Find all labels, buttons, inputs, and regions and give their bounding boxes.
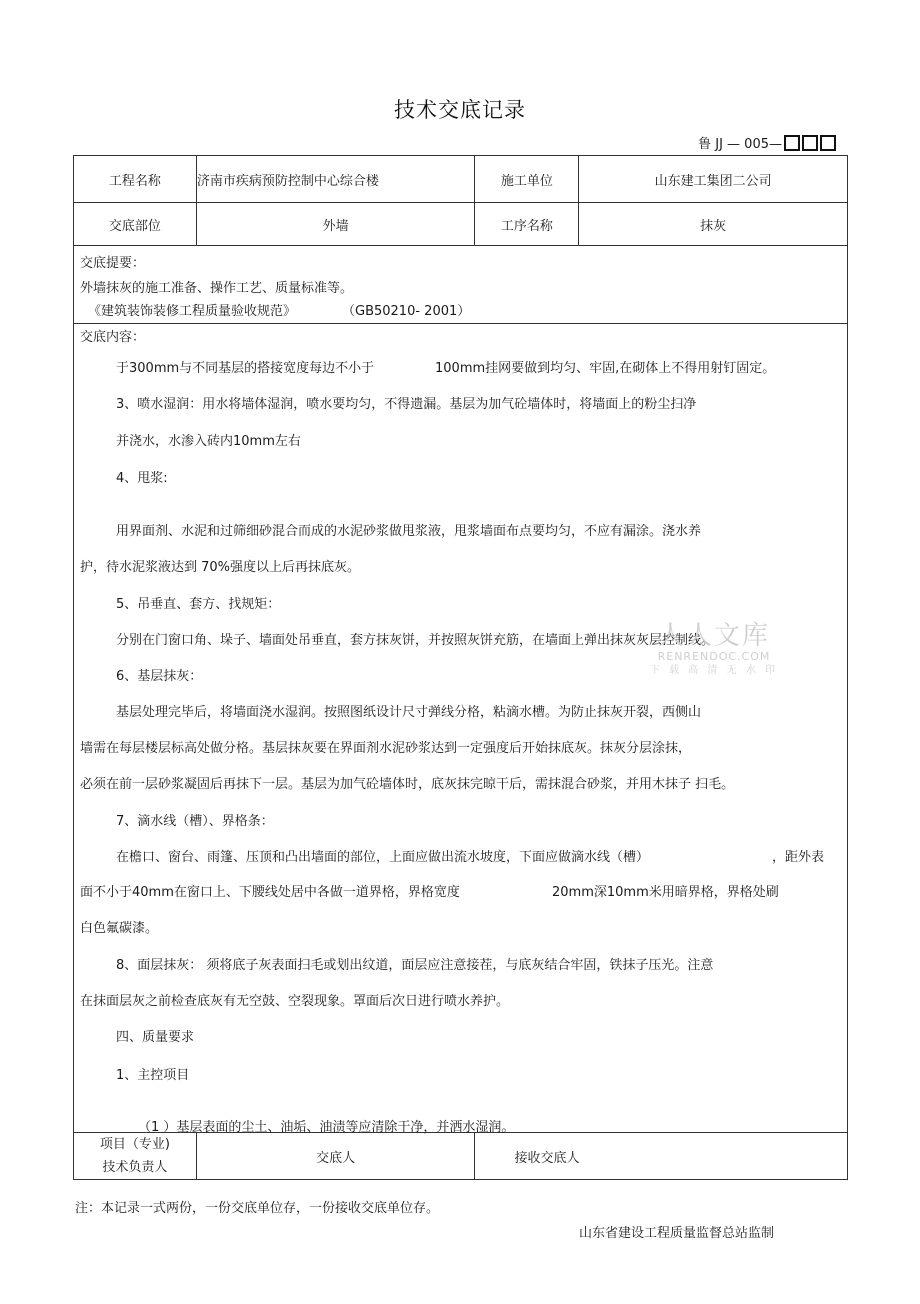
summary-row xyxy=(74,246,848,324)
content-line: 并浇水，水渗入砖内10mm左右 xyxy=(116,434,301,449)
checkbox-square-icon xyxy=(820,135,836,151)
content-line: 四、质量要求 xyxy=(116,1030,195,1045)
discloser-label: 交底人 xyxy=(196,1133,475,1180)
content-line: 护，待水泥浆液达到 70%强度以上后再抹底灰。 xyxy=(80,560,361,575)
tech-lead-label xyxy=(74,1133,197,1180)
content-line: 用界面剂、水泥和过筛细砂混合而成的水泥砂浆做甩浆液，甩浆墙面布点要均匀，不应有漏涂。浇水养 xyxy=(116,524,702,539)
content-cell xyxy=(74,324,848,1133)
content-label: 交底内容： xyxy=(80,330,146,345)
content-line: 5、吊垂直、套方、找规矩： xyxy=(116,597,281,612)
summary-line: 外墙抹灰的施工准备、操作工艺、质量标准等。 xyxy=(80,281,354,296)
footnote: 注：本记录一式两份，一份交底单位存，一份接收交底单位存。 xyxy=(75,1201,440,1216)
content-line: 基层处理完毕后，将墙面浇水湿润。按照图纸设计尺寸弹线分格，粘滴水槽。为防止抹灰开裂，西侧山 xyxy=(116,705,702,720)
project-name-value: 济南市疾病预防控制中心综合楼 xyxy=(196,156,475,203)
part-value: 外墙 xyxy=(196,203,475,246)
summary-line: 《建筑装饰装修工程质量验收规范》 xyxy=(88,304,297,319)
document-number xyxy=(698,133,836,152)
process-label: 工序名称 xyxy=(475,203,579,246)
content-line: 8、面层抹灰： 须将底子灰表面扫毛或划出纹道，面层应注意接茬，与底灰结合牢固，铁抹子压光。注意 xyxy=(116,958,714,973)
constructor-value: 山东建工集团二公司 xyxy=(579,156,848,203)
part-label: 交底部位 xyxy=(74,203,197,246)
content-line: 在檐口、窗台、雨篷、压顶和凸出墙面的部位，上面应做出流水坡度，下面应做滴水线（槽） xyxy=(116,850,650,865)
checkbox-square-icon xyxy=(802,135,818,151)
content-line: 6、基层抹灰： xyxy=(116,669,203,684)
watermark-logo: 人人文库 xyxy=(657,621,770,651)
watermark xyxy=(649,622,779,677)
tech-lead-label-line: 技术负责人 xyxy=(102,1160,168,1175)
signature-row xyxy=(74,1133,848,1180)
tech-lead-label-line: 项目（专业) xyxy=(99,1137,170,1152)
issuer: 山东省建设工程质量监督总站监制 xyxy=(579,1226,775,1241)
summary-standard-code: （GB50210- 2001） xyxy=(342,304,471,319)
watermark-tagline: 下 载 高 清 无 水 印 xyxy=(649,665,779,676)
checkbox-square-icon xyxy=(784,135,800,151)
content-line: 20mm深10mm米用暗界格，界格处刷 xyxy=(552,885,779,900)
content-row xyxy=(74,324,848,1133)
watermark-site: RENRENDOC.COM xyxy=(657,650,771,663)
header-row-project xyxy=(74,156,848,203)
header-row-part xyxy=(74,203,848,246)
content-line: 100mm挂网要做到均匀、牢固,在砌体上不得用射钉固定。 xyxy=(435,361,776,376)
content-line: 7、滴水线（槽）、界格条： xyxy=(116,814,274,829)
content-line: 1、主控项目 xyxy=(116,1068,190,1083)
content-line: 分别在门窗口角、垛子、墙面处吊垂直，套方抹灰饼，并按照灰饼充筋，在墙面上弹出抹灰灰层控制线。 xyxy=(116,633,715,648)
content-line: （1 ）基层表面的尘土、油垢、油渍等应清除干净，并洒水湿润。 xyxy=(138,1120,515,1135)
content-line: ，距外表 xyxy=(772,850,825,865)
constructor-label: 施工单位 xyxy=(475,156,579,203)
receiver-label: 接收交底人 xyxy=(475,1133,848,1180)
document-title: 技术交底记录 xyxy=(394,98,526,122)
content-line: 在抹面层灰之前检查底灰有无空鼓、空裂现象。罩面后次日进行喷水养护。 xyxy=(80,994,510,1009)
content-line: 3、喷水湿润：用水将墙体湿润，喷水要均匀，不得遗漏。基层为加气砼墙体时，将墙面上的粉尘扫净 xyxy=(116,397,697,412)
content-line: 墙需在每层楼层标高处做分格。基层抹灰要在界面剂水泥砂浆达到一定强度后开始抹底灰。抹灰分层涂抹， xyxy=(80,741,692,756)
content-line: 必须在前一层砂浆凝固后再抹下一层。基层为加气砼墙体时，底灰抹完晾干后，需抹混合砂浆，并用木抹子 扫毛。 xyxy=(80,777,735,792)
content-line: 白色氟碳漆。 xyxy=(80,921,159,936)
content-line: 于300mm与不同基层的搭接宽度每边不小于 xyxy=(116,361,375,376)
content-line: 4、甩浆: xyxy=(116,471,168,486)
document-number-label: 鲁 JJ — 005— xyxy=(698,137,782,152)
content-line: 面不小于40mm在窗口上、下腰线处居中各做一道界格，界格宽度 xyxy=(80,885,460,900)
project-name-label: 工程名称 xyxy=(74,156,197,203)
summary-label: 交底提要： xyxy=(80,256,146,271)
summary-cell xyxy=(74,246,848,324)
process-value: 抹灰 xyxy=(579,203,848,246)
